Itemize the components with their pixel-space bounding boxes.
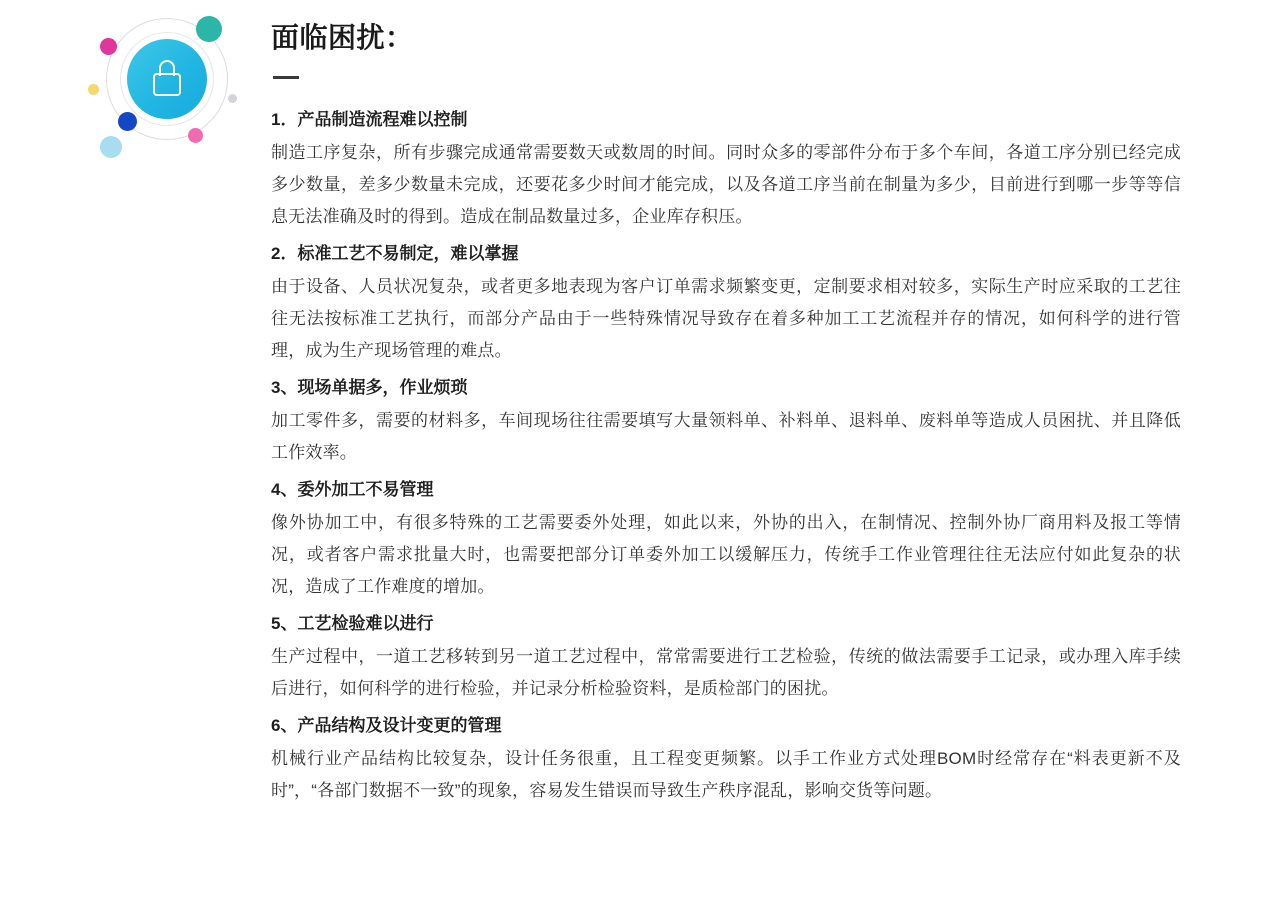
section-1 — [271, 105, 1181, 233]
dot-teal — [196, 16, 222, 42]
dot-grey — [228, 94, 237, 103]
section-heading: 3、现场单据多，作业烦琐 — [271, 378, 468, 397]
lock-icon — [153, 60, 181, 98]
section-body: 机械行业产品结构比较复杂，设计任务很重，且工程变更频繁。以手工作业方式处理BOM时经常存在“料表更新不及时”，“各部门数据不一致”的现象，容易发生错误而导致生产秩序混乱，影响交货等问题。 — [271, 749, 1181, 800]
section-body: 像外协加工中，有很多特殊的工艺需要委外处理，如此以来，外协的出入，在制情况、控制外协厂商用料及报工等情况，或者客户需求批量大时，也需要把部分订单委外加工以缓解压力，传统手工作业管理往往无法应付如此复杂的状况，造成了工作难度的增加。 — [271, 513, 1181, 596]
section-heading: 5、工艺检验难以进行 — [271, 614, 434, 633]
title-divider — [273, 76, 299, 79]
section-2 — [271, 239, 1181, 367]
section-body: 由于设备、人员状况复杂，或者更多地表现为客户订单需求频繁变更，定制要求相对较多，实际生产时应采取的工艺往往无法按标准工艺执行，而部分产品由于一些特殊情况导致存在着多种加工工艺流程并存的情况，如何科学的进行管理，成为生产现场管理的难点。 — [271, 277, 1181, 360]
section-4 — [271, 475, 1181, 603]
article-content — [271, 0, 1181, 813]
page-title: 面临困扰： — [271, 22, 414, 53]
section-heading: 1．产品制造流程难以控制 — [271, 110, 468, 129]
section-heading: 4、委外加工不易管理 — [271, 480, 434, 499]
lock-emblem — [78, 6, 248, 171]
section-body: 生产过程中，一道工艺移转到另一道工艺过程中，常常需要进行工艺检验，传统的做法需要手工记录，或办理入库手续后进行，如何科学的进行检验，并记录分析检验资料，是质检部门的困扰。 — [271, 647, 1181, 698]
dot-blue — [118, 112, 137, 131]
section-body: 加工零件多，需要的材料多，车间现场往往需要填写大量领料单、补料单、退料单、废料单等造成人员困扰、并且降低工作效率。 — [271, 411, 1181, 462]
dot-lightblue — [100, 136, 122, 158]
dot-pink — [188, 128, 203, 143]
section-heading: 6、产品结构及设计变更的管理 — [271, 716, 502, 735]
lock-body — [153, 73, 181, 96]
dot-yellow — [88, 84, 99, 95]
section-heading: 2．标准工艺不易制定，难以掌握 — [271, 244, 519, 263]
dot-magenta — [100, 38, 117, 55]
section-3 — [271, 373, 1181, 469]
section-5 — [271, 609, 1181, 705]
section-6 — [271, 711, 1181, 807]
section-body: 制造工序复杂，所有步骤完成通常需要数天或数周的时间。同时众多的零部件分布于多个车间，各道工序分别已经完成多少数量，差多少数量未完成，还要花多少时间才能完成，以及各道工序当前在制量为多少，目前进行到哪一步等等信息无法准确及时的得到。造成在制品数量过多，企业库存积压。 — [271, 143, 1181, 226]
